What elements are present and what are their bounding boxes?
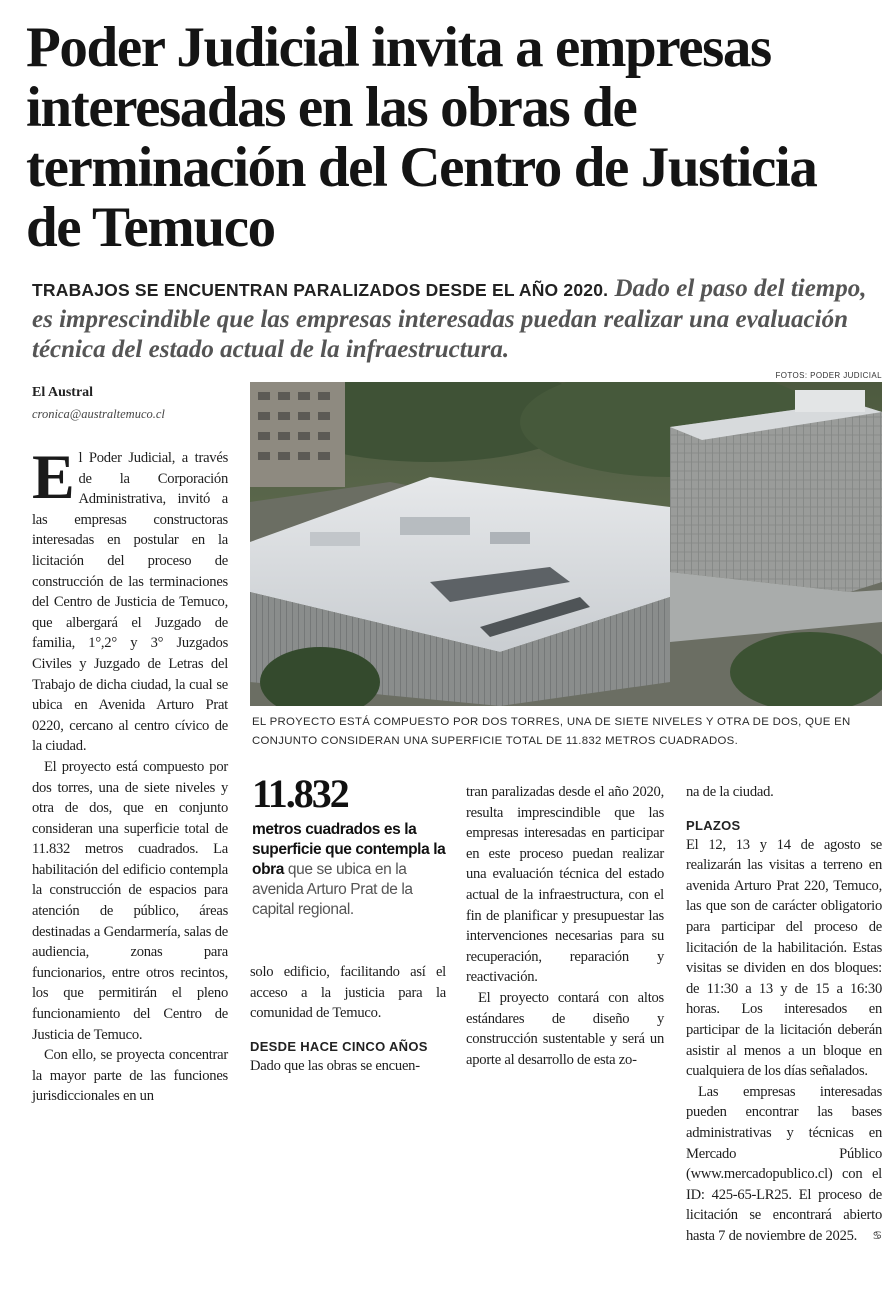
photo-credit: FOTOS: PODER JUDICIAL (775, 371, 882, 380)
paragraph-intro (32, 441, 228, 757)
paragraph-estandares: El proyecto contará con altos estándares de diseño y construcción sustentable y será un aporte al desarrollo de esta zo- (466, 989, 664, 1068)
paragraph-bases (686, 1082, 882, 1247)
paragraph-paralizadas: Dado que las obras se encuen- (250, 1057, 420, 1074)
byline-author: El Austral (32, 385, 94, 400)
deck (32, 274, 880, 365)
drop-cap: E (32, 441, 75, 512)
stat-rest: que se ubica en la avenida Arturo Prat de la capital regional. (252, 861, 413, 918)
paragraph-estandares-cont: na de la ciudad. (686, 784, 774, 800)
building-photo (250, 382, 882, 706)
byline (32, 384, 242, 423)
column-2 (250, 962, 446, 1076)
stat-strong: metros cuadrados es la superficie que contempla la obra (252, 821, 446, 878)
byline-email: cronica@australtemuco.cl (32, 407, 165, 421)
deck-kicker: TRABAJOS SE ENCUENTRAN PARALIZADOS DESDE EL AÑO 2020. (32, 280, 609, 300)
paragraph-visitas: El 12, 13 y 14 de agosto se realizarán las visitas a terreno en avenida Arturo Prat 220, Temuco, las que son de carácter obligatorio para participar del proceso de licitación de la habilitación. Estas visitas se dividen en dos bloques: de 11:30 a 13 y de 15 a 16:30 horas. Los interesados en participar de la licitación deberán asistir al menos a un bloque en cualquiera de los días señalados. (686, 836, 882, 1080)
paragraph-concentrate-cont: solo edificio, facilitando así el acceso a la justicia para la comunidad de Temuco. (250, 964, 446, 1022)
paragraph-concentrate: Con ello, se proyecta concentrar la mayor parte de las funciones jurisdiccionales en un (32, 1047, 228, 1105)
column-4 (686, 782, 882, 1246)
intro-text: l Poder Judicial, a través de la Corporación Administrativa, invitó a las empresas constructoras interesadas en postular en la licitación del proceso de construcción de las terminaciones del Centro de Justicia de Temuco, que albergará el Juzgado de familia, 1°,2° y 3° Juzgados Civiles y Juzgado de Letras del Trabajo de dicha ciudad, la cual se ubica en Avenida Arturo Prat 0220, cercano al centro cívico de la ciudad. (32, 450, 228, 755)
end-mark-icon: ♋ (872, 1228, 882, 1242)
photo-caption: EL PROYECTO ESTÁ COMPUESTO POR DOS TORRES, UNA DE SIETE NIVELES Y OTRA DE DOS, QUE EN CONJUNTO CONSIDERAN UNA SUPERFICIE TOTAL DE 11.832 METROS CUADRADOS. (252, 716, 851, 747)
paragraph-paralizadas-cont: tran paralizadas desde el año 2020, resulta imprescindible que las empresas interesadas en participar en este proceso puedan realizar una evaluación técnica del estado actual de la infraestructura, con el fin de planificar y presupuestar las intervenciones necesarias para su recuperación, reparación y reactivación. (466, 784, 664, 986)
subhead-cinco-anos: DESDE HACE CINCO AÑOS (250, 1038, 428, 1054)
deck-lede: Dado el paso del tiempo, es imprescindible que las empresas interesadas puedan realizar una evaluación técnica del estado actual de la infraestructura. (32, 275, 867, 363)
column-3 (466, 782, 664, 1070)
headline: Poder Judicial invita a empresas interesadas en las obras de terminación del Centro de Justicia de Temuco (26, 16, 817, 259)
subhead-plazos: PLAZOS (686, 817, 741, 833)
bases-text: Las empresas interesadas pueden encontrar las bases administrativas y técnicas en Mercado Público (www.mercadopublico.cl) con el ID: 425-65-LR25. El proceso de licitación se encontrará abierto hasta 7 de noviembre de 2025. (686, 1083, 882, 1244)
column-1 (32, 441, 228, 1107)
paragraph-project: El proyecto está compuesto por dos torres, una de siete niveles y otra de dos, que en conjunto consideran una superficie total de 11.832 metros cuadrados. La habilitación del edificio contempla la construcción de espacios para atención de público, áreas destinadas a Gendarmería, salas de audiencia, zonas para funcionarios, entre otros recintos, los que permitirán el pleno funcionamiento del Centro de Justicia de Temuco. (32, 758, 228, 1043)
stat-description (252, 820, 448, 920)
stat-number: 11.832 (252, 771, 348, 816)
